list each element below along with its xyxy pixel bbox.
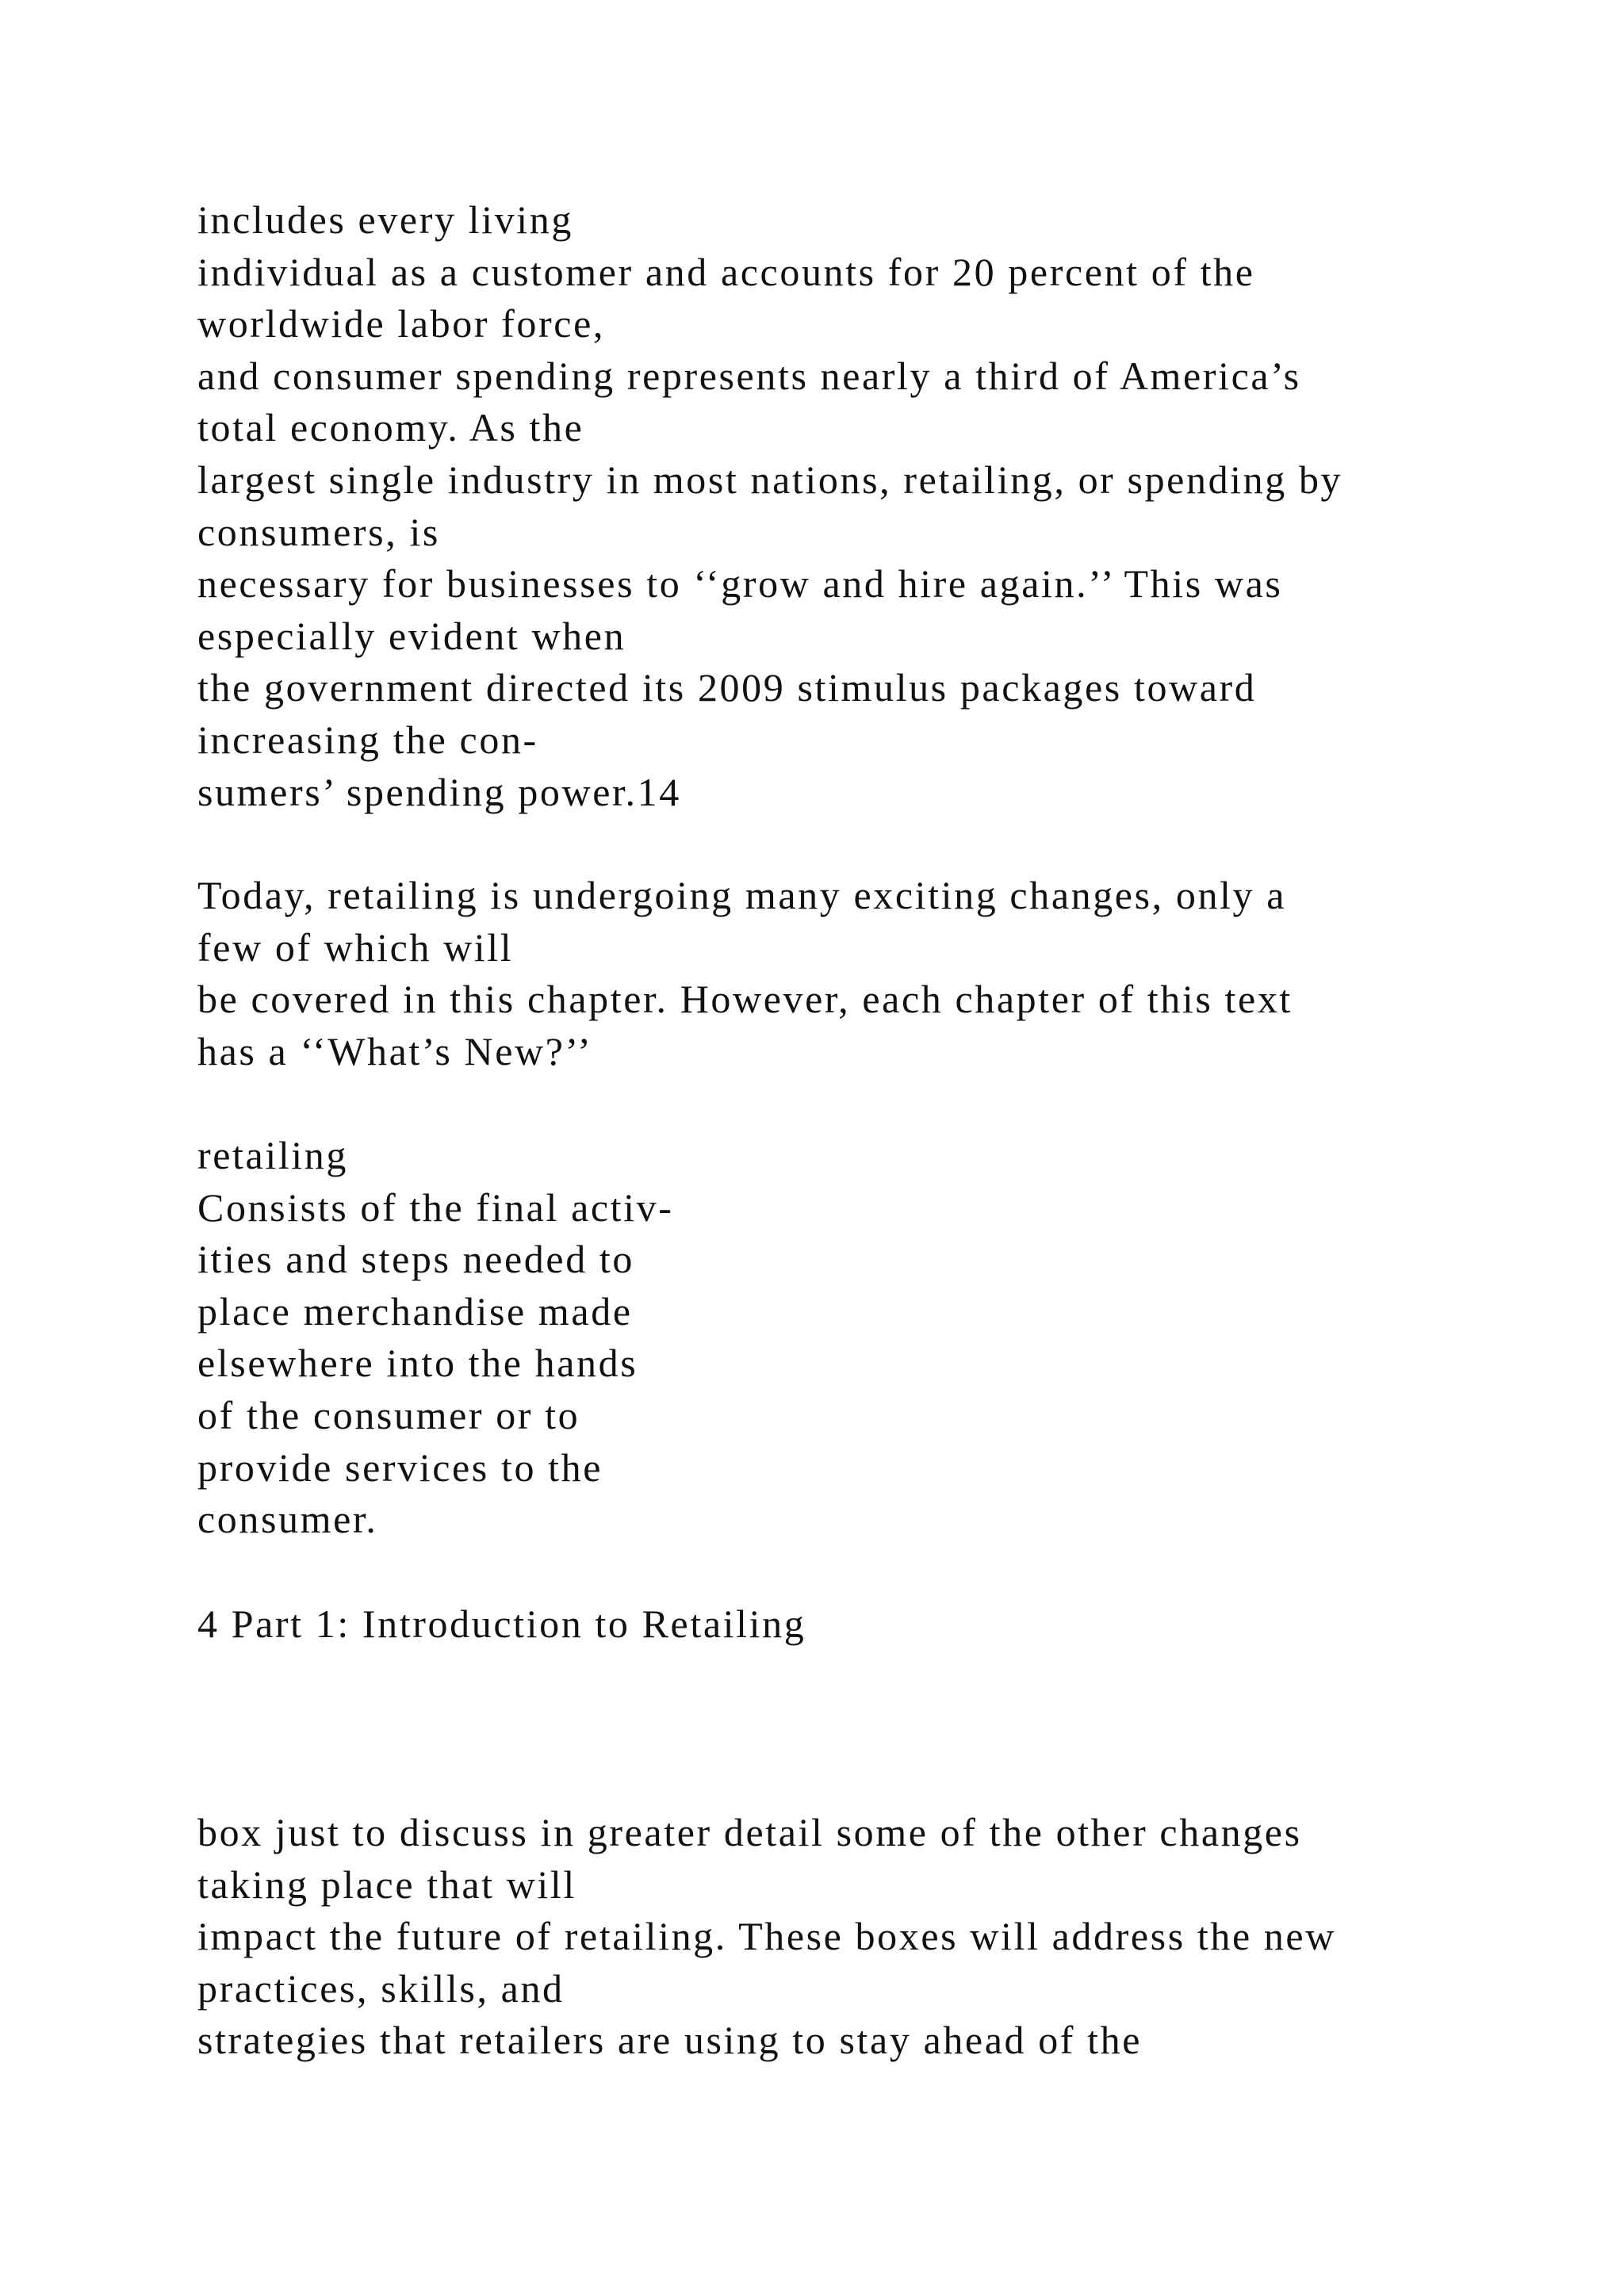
text-line: total economy. As the: [197, 405, 584, 450]
glossary-term: retailing: [197, 1133, 349, 1177]
text-line: especially evident when: [197, 613, 626, 658]
text-line: the government directed its 2009 stimulus packages toward: [197, 665, 1257, 710]
text-line: largest single industry in most nations, retailing, or spending by: [197, 457, 1343, 502]
text-line: Today, retailing is undergoing many exciting changes, only a: [197, 873, 1287, 917]
text-line: elsewhere into the hands: [197, 1341, 638, 1386]
text-line: Consists of the final activ-: [197, 1184, 674, 1230]
text-line: worldwide labor force,: [197, 301, 605, 346]
text-line: taking place that will: [197, 1862, 576, 1907]
text-line: impact the future of retailing. These boxes will address the new: [197, 1914, 1336, 1959]
text-line: consumer.: [197, 1497, 378, 1542]
paragraph-whats-new-box: [197, 1807, 1593, 2067]
text-line: sumers’ spending power.14: [197, 769, 681, 814]
text-line: strategies that retailers are using to stay ahead of the: [197, 2018, 1143, 2063]
text-line: of the consumer or to: [197, 1392, 580, 1437]
page-footer: [197, 1598, 1593, 1651]
text-line: few of which will: [197, 924, 514, 970]
text-line: provide services to the: [197, 1445, 603, 1490]
text-line: practices, skills, and: [197, 1965, 565, 2011]
glossary-definition-retailing: [197, 1130, 1593, 1546]
text-line: and consumer spending represents nearly a third of America’s: [197, 353, 1301, 398]
text-line: place merchandise made: [197, 1288, 633, 1334]
text-line: box just to discuss in greater detail some of the other changes: [197, 1810, 1302, 1854]
text-line: includes every living: [197, 197, 573, 242]
paragraph-retail-economy: [197, 194, 1593, 818]
text-line: increasing the con-: [197, 717, 538, 762]
text-line: be covered in this chapter. However, each chapter of this text: [197, 977, 1293, 1022]
text-line: has a ‘‘What’s New?’’: [197, 1028, 593, 1073]
text-line: consumers, is: [197, 509, 440, 554]
text-line: necessary for businesses to ‘‘grow and hire again.’’ This was: [197, 561, 1283, 607]
paragraph-changes: [197, 870, 1593, 1077]
text-line: ities and steps needed to: [197, 1237, 634, 1282]
text-line: individual as a customer and accounts for 20 percent of the: [197, 249, 1255, 294]
running-footer: 4 Part 1: Introduction to Retailing: [197, 1601, 806, 1646]
